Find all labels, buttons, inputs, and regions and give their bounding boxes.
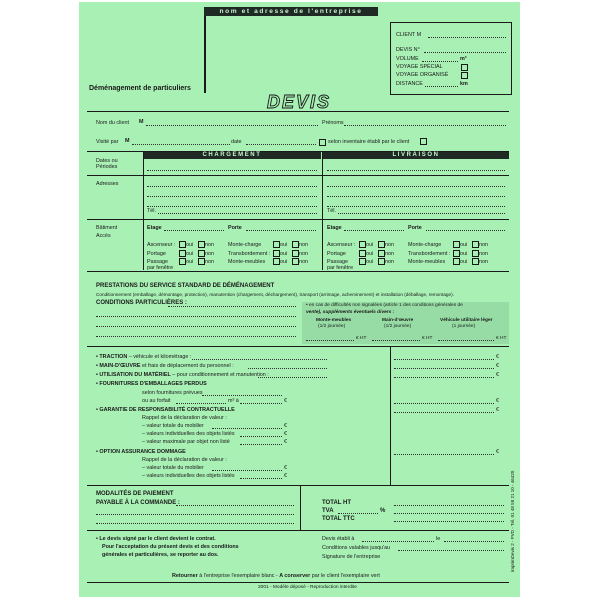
prestations-title: PRESTATIONS DU SERVICE STANDARD DE DÉMÉNAGEMENT [96,283,275,289]
liv-address-line-2[interactable] [327,196,505,197]
oui-label: oui [186,251,194,257]
liv-transbordement-label: Transbordement : [408,251,451,257]
acceptation-note-2: générales et particulières, se reporter au dos. [102,552,219,558]
euro-sign: € [284,423,287,429]
volume-label: VOLUME [396,56,419,62]
ht-label-3: € HT [496,336,507,341]
oui-label: oui [366,242,374,248]
visited-by-field[interactable] [132,144,230,145]
selon-fournitures-label: selon fournitures prévues [142,390,203,396]
oui-label: oui [366,251,374,257]
signature-label: Signature de l'entreprise [322,554,381,560]
materiel-field[interactable] [258,377,327,378]
main-oeuvre-line-price[interactable] [394,368,494,369]
option-valeurs-indiv: – valeurs individuelles des objets listés [142,473,235,479]
oui-label: oui [186,259,194,265]
garantie-valeur-totale: – valeur totale du mobilier [142,423,204,429]
option-price[interactable] [394,454,494,455]
forfait-rate-field[interactable] [240,403,282,404]
liv-tel-field[interactable] [338,213,505,214]
liv-address-line-1[interactable] [327,186,505,187]
voyage-special-label: VOYAGE SPÉCIAL [396,64,443,70]
paiement-line-2[interactable] [96,514,294,515]
paiement-divider [300,486,301,530]
contrat-note: • Le devis signé par le client devient le contrat. [96,536,216,542]
dates-separator [87,175,509,176]
garantie-valeur-max: – valeur maximale par objet non listé [142,439,230,445]
livraison-bar: LIVRAISON [323,152,509,159]
chg-address-line-3[interactable] [147,206,317,207]
chg-tel-field[interactable] [158,213,317,214]
chg-monte-charge-non-checkbox[interactable] [292,241,299,248]
garantie-valeur-totale-field[interactable] [212,428,282,429]
liv-tel-label: Tél. [327,208,336,214]
option-valeur-totale-field[interactable] [212,470,282,471]
oui-label: oui [186,242,194,248]
forfait-label: ou au forfait [142,398,171,404]
non-label: non [299,259,308,265]
section-title: Déménagement de particuliers [89,85,191,92]
liv-portage-label: Portage [327,251,346,257]
euro-sign: € [496,449,499,455]
chg-transbordement-non-checkbox[interactable] [292,250,299,257]
main-oeuvre-col-title: Main-d'œuvre [382,318,414,323]
conditions-title: CONDITIONS PARTICULIÈRES : [96,300,187,306]
euro-sign: € [496,354,499,360]
tva-percent: % [380,508,386,514]
transport-mid-divider [322,152,323,270]
batiment-label: Bâtiment [96,225,118,231]
adresses-label: Adresses [96,181,119,187]
euro-sign: € [496,398,499,404]
total-ttc-label: TOTAL TTC [322,516,355,522]
prestations-description: Conditionnement (emballage, démontage, protection), manutention (chargement, déchargement), transport (arrimage, acheminement) et installation (déballage, remontage). [96,292,455,297]
main-oeuvre-col-sub: (1/2 journée) [384,324,412,329]
non-label: non [479,251,488,257]
chg-monte-meubles-label: Monte-meubles [228,259,266,265]
company-name-bar: nom et adresse de l'entreprise [204,7,378,16]
difficultes-line-1: • en cas de difficultés non signalées (article 1 des conditions générales de [306,303,463,308]
conditions-line-3[interactable] [96,326,296,327]
liv-monte-meubles-non-checkbox[interactable] [472,258,479,265]
chg-passage-oui-checkbox[interactable] [179,258,186,265]
devis-number-field[interactable] [424,52,506,53]
liv-ascenseur-label: Ascenseur : [327,242,356,248]
garantie-valeurs-indiv-field[interactable] [240,436,282,437]
main-oeuvre-field[interactable] [248,368,327,369]
inventory-checkbox-end[interactable] [420,138,427,145]
price-col-divider [390,347,391,485]
conditions-valables-field[interactable] [398,550,504,551]
tva-field[interactable] [394,513,504,514]
voyage-organise-checkbox[interactable] [461,72,468,79]
devis-etabli-field[interactable] [362,541,434,542]
chg-porte-field[interactable] [246,230,316,231]
liv-monte-meubles-oui-checkbox[interactable] [453,258,460,265]
euro-sign: € [284,431,287,437]
non-label: non [479,259,488,265]
chg-par-fenetre-label: par fenêtre [147,265,174,271]
traction-price[interactable] [394,359,494,360]
transport-bottom-line [87,271,509,272]
option-rappel: Rappel de la déclaration de valeur : [142,457,227,463]
modele-depose: 2001 - Modèle déposé - Reproduction interdite [258,585,357,590]
liv-date-line[interactable] [327,170,505,171]
euro-sign: € [284,473,287,479]
exemplaires-note: Retourner à l'entreprise l'exemplaire blanc - A conserver par le client l'exemplaire vert [172,573,380,579]
dates-label: Dates ou Périodes [96,158,118,170]
non-label: non [299,251,308,257]
le-label: le [436,536,441,542]
transport-col-divider [143,152,144,270]
chg-monte-charge-label: Monte-charge [228,242,262,248]
vehicule-price[interactable] [438,340,494,341]
monte-meubles-col-sub: (1/2 journée) [318,324,346,329]
liv-transbordement-non-checkbox[interactable] [472,250,479,257]
main-oeuvre-line: • MAIN-D'ŒUVRE et frais de déplacement du personnel : [96,363,234,369]
paiement-line-3[interactable] [96,523,294,524]
liv-monte-meubles-label: Monte-meubles [408,259,446,265]
option-valeurs-indiv-field[interactable] [240,478,282,479]
payable-commande-label: PAYABLE À LA COMMANDE : [96,500,180,506]
euro-sign: € [496,372,499,378]
chg-ascenseur-oui-checkbox[interactable] [179,241,186,248]
materiel-price[interactable] [394,377,494,378]
visit-date-field[interactable] [246,144,316,145]
conditions-line-1[interactable] [168,306,296,307]
liv-ascenseur-non-checkbox[interactable] [378,241,385,248]
euro-sign: € [284,465,287,471]
non-label: non [205,251,214,257]
non-label: non [299,242,308,248]
liv-passage-label: Passage [327,259,348,265]
prenoms-field[interactable] [344,125,506,126]
liv-ascenseur-oui-checkbox[interactable] [359,241,366,248]
chg-address-line-1[interactable] [147,186,317,187]
chg-tel-label: Tél. [147,208,156,214]
chargement-bar: CHARGEMENT [143,152,321,159]
client-name-field[interactable] [146,125,318,126]
address-separator [87,219,509,220]
visited-by-m: M [125,138,130,144]
voyage-organise-label: VOYAGE ORGANISÉ [396,72,449,78]
oui-label: oui [460,259,468,265]
forfait-volume-field[interactable] [176,403,226,404]
total-ht-label: TOTAL HT [322,500,351,506]
devis-date-field[interactable] [444,541,504,542]
main-oeuvre-price[interactable] [372,340,420,341]
liv-passage-non-checkbox[interactable] [378,258,385,265]
acceptation-note-1: Pour l'acceptation du présent devis et des conditions [102,544,239,550]
footer-rule [87,582,509,583]
devis-etabli-label: Devis établi à [322,536,355,542]
devis-title: DEVIS [267,92,332,112]
non-label: non [385,259,394,265]
oui-label: oui [366,259,374,265]
voyage-special-checkbox[interactable] [461,64,468,71]
option-valeur-totale: – valeur totale du mobilier [142,465,204,471]
liv-monte-charge-oui-checkbox[interactable] [453,241,460,248]
tva-rate-field[interactable] [338,513,378,514]
ht-label-1: € HT [356,336,367,341]
liv-monte-charge-label: Monte-charge [408,242,442,248]
chg-address-line-2[interactable] [147,196,317,197]
chg-portage-oui-checkbox[interactable] [179,250,186,257]
client-ref-label: CLIENT M [396,32,422,38]
inventory-check [318,139,327,147]
ht-label-2: € HT [422,336,433,341]
vehicule-col-title: Véhicule utilitaire léger [440,318,493,323]
fournitures-price[interactable] [394,403,494,404]
client-name-label: Nom du client [96,120,129,126]
fournitures-line: • FOURNITURES D'EMBALLAGES PERDUS [96,381,207,387]
option-line: • OPTION ASSURANCE DOMMAGE [96,449,186,455]
liv-porte-label: Porte [408,225,422,231]
distance-label: DISTANCE [396,81,423,87]
euro-sign: € [496,363,499,369]
total-ttc-field[interactable] [394,521,504,522]
euro-sign: € [496,407,499,413]
chg-date-line[interactable] [147,170,317,171]
chg-monte-meubles-non-checkbox[interactable] [292,258,299,265]
liv-portage-oui-checkbox[interactable] [359,250,366,257]
client-ref-field[interactable] [428,37,506,38]
chg-etage-field[interactable] [164,230,224,231]
volume-unit: m³ [460,56,467,62]
materiel-line: • UTILISATION DU MATÉRIEL – pour conditionnement et manutention : [96,372,269,378]
euro-sign: € [284,439,287,445]
non-label: non [385,242,394,248]
oui-label: oui [460,242,468,248]
traction-field[interactable] [192,359,327,360]
company-address-box[interactable] [204,16,380,93]
liv-etage-field[interactable] [344,230,404,231]
liv-portage-non-checkbox[interactable] [378,250,385,257]
euro-sign: € [284,398,287,404]
oui-label: oui [460,251,468,257]
conditions-valables-label: Conditions valables jusqu'au [322,545,391,551]
devis-title-underline [87,111,509,112]
non-label: non [479,242,488,248]
chg-ascenseur-label: Ascenseur : [147,242,176,248]
non-label: non [385,251,394,257]
fournitures-field[interactable] [202,395,282,396]
chg-porte-label: Porte [228,225,242,231]
devis-number-label: DEVIS N° [396,47,420,53]
lines-bottom-line [87,485,509,486]
conditions-line-2[interactable] [96,316,296,317]
volume-field[interactable] [422,61,458,62]
m3-label: m³ à [228,398,239,404]
chg-passage-label: Passage [147,259,168,265]
liv-par-fenetre-label: par fenêtre [327,265,354,271]
garantie-line: • GARANTIE DE RESPONSABILITÉ CONTRACTUELLE [96,407,235,413]
chg-monte-meubles-oui-checkbox[interactable] [273,258,280,265]
visited-by-label: Visité par [96,139,119,145]
liv-address-line-3[interactable] [327,206,505,207]
paiement-bottom-line [87,530,509,531]
liv-transbordement-oui-checkbox[interactable] [453,250,460,257]
monte-meubles-price[interactable] [306,340,354,341]
acces-label: Accès [96,233,111,239]
chg-portage-label: Portage [147,251,166,257]
oui-label: oui [280,242,288,248]
tva-label: TVA [322,508,334,514]
inventory-label: selon inventaire établi par le client [328,139,410,145]
liv-etage-label: Etage [327,225,342,231]
oui-label: oui [280,259,288,265]
garantie-valeur-max-field[interactable] [240,444,282,445]
chg-passage-non-checkbox[interactable] [198,258,205,265]
client-name-m: M [139,119,144,125]
distance-field[interactable] [425,86,458,87]
total-ht-field[interactable] [394,505,504,506]
prestations-bottom-line [87,346,509,347]
garantie-valeurs-indiv: – valeurs individuelles des objets listés [142,431,235,437]
chg-monte-charge-oui-checkbox[interactable] [273,241,280,248]
liv-passage-oui-checkbox[interactable] [359,258,366,265]
non-label: non [205,242,214,248]
monte-meubles-col-title: Monte-meubles [316,318,352,323]
inventory-checkbox[interactable] [319,139,326,146]
distance-unit: km [460,81,468,87]
paiement-title: MODALITÉS DE PAIEMENT [96,491,174,497]
chg-portage-non-checkbox[interactable] [198,250,205,257]
chg-transbordement-label: Transbordement : [228,251,271,257]
payable-commande-field[interactable] [176,505,294,506]
chg-ascenseur-non-checkbox[interactable] [198,241,205,248]
chg-transbordement-oui-checkbox[interactable] [273,250,280,257]
non-label: non [205,259,214,265]
traction-line: • TRACTION – véhicule et kilométrage : [96,354,192,360]
oui-label: oui [280,251,288,257]
garantie-price[interactable] [394,412,494,413]
difficultes-line-2: vente), suppléments éventuels divers : [306,310,395,315]
liv-porte-field[interactable] [426,230,505,231]
garantie-rappel: Rappel de la déclaration de valeur : [142,415,227,421]
visit-date-label: date [231,139,242,145]
vehicule-col-sub: (1 journée) [452,324,476,329]
side-print-code: ImprimDevis 2 - PVD - Tél. 01 48 58 21 10 - 46420 [510,470,515,572]
chg-etage-label: Etage [147,225,162,231]
liv-monte-charge-non-checkbox[interactable] [472,241,479,248]
conditions-line-4[interactable] [96,336,296,337]
prenoms-label: Prénoms [322,120,344,126]
